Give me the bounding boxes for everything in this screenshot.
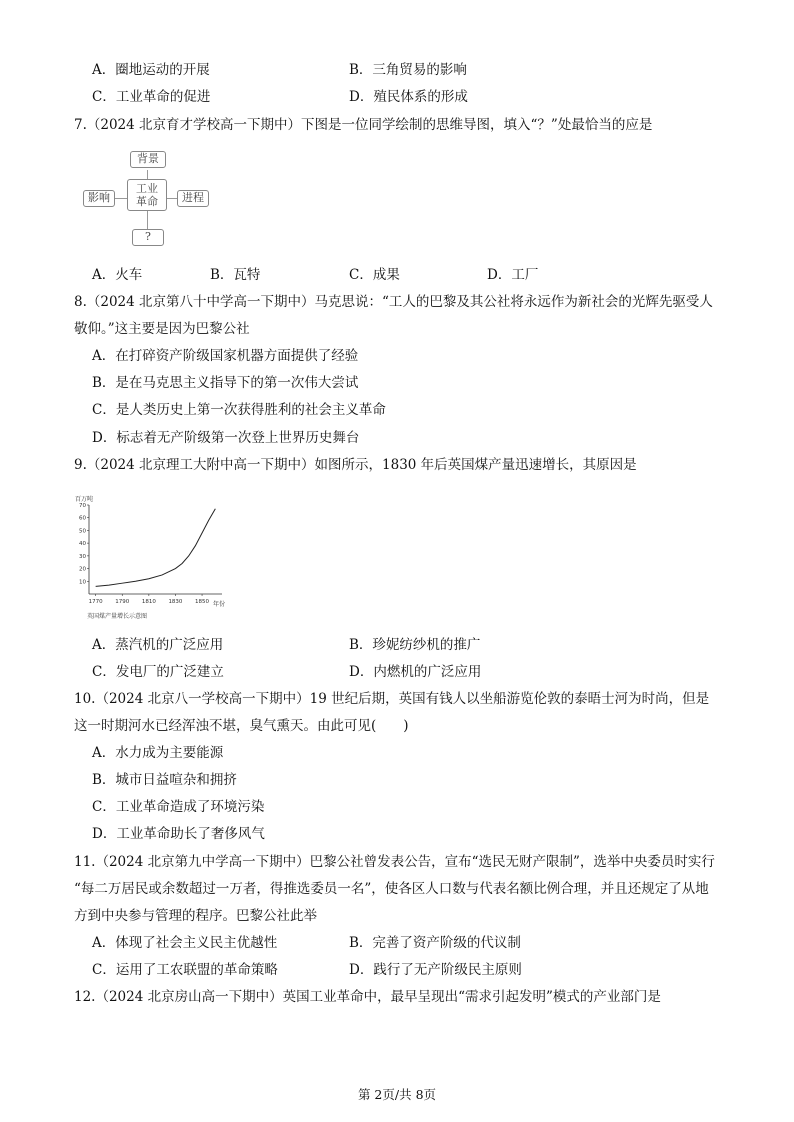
q10-option-a: A．水力成为主要能源 [92, 745, 224, 761]
chart-y-tick-label: 10 [79, 579, 86, 586]
chart-ylabel: 百万吨 [75, 496, 94, 503]
q11-stem-line3: 方到中央参与管理的程序。巴黎公社此举 [74, 908, 317, 924]
chart-y-tick-label: 30 [79, 553, 86, 560]
q9-option-a: A．蒸汽机的广泛应用 [92, 637, 224, 653]
q6-option-a: A．圈地运动的开展 [92, 62, 210, 78]
chart-y-tick-label: 50 [79, 528, 86, 535]
q11-option-d: D．践行了无产阶级民主原则 [349, 962, 522, 978]
q8-stem-line1: 8.（2024 北京第八十中学高一下期中）马克思说：“工人的巴黎及其公社将永远作为新社会的光辉先驱受人 [74, 294, 713, 310]
q8-option-c: C．是人类历史上第一次获得胜利的社会主义革命 [92, 402, 386, 418]
q9-option-b: B．珍妮纺纱机的推广 [349, 637, 481, 653]
q9-option-c: C．发电厂的广泛建立 [92, 664, 224, 680]
chart-x-tick-label: 1830 [168, 599, 183, 605]
q10-stem-line1: 10.（2024 北京八一学校高一下期中）19 世纪后期，英国有钱人以坐船游览伦敦的泰晤士河为时尚，但是 [74, 691, 710, 707]
q7-option-c: C．成果 [349, 267, 400, 283]
page-footer: 第 2页/共 8页 [357, 1087, 437, 1102]
chart-x-tick-label: 1810 [141, 599, 156, 605]
q11-stem-line2: “每二万居民或余数超过一万者，得推选委员一名”，使各区人口数与代表名额比例合理，并且还规定了从地 [74, 881, 709, 897]
diagram-node-impact: 影响 [83, 190, 115, 207]
diagram-node-center [127, 179, 167, 211]
q8-option-a: A．在打碎资产阶级国家机器方面提供了经验 [92, 348, 359, 364]
chart-y-tick-label: 20 [79, 566, 86, 573]
q7-option-d: D．工厂 [487, 267, 539, 283]
q12-stem: 12.（2024 北京房山高一下期中）英国工业革命中，最早呈现出“需求引起发明”模式的产业部门是 [74, 989, 661, 1005]
chart-y-tick-label: 60 [79, 515, 86, 522]
chart-x-tick-label: 1850 [195, 599, 210, 605]
q7-option-b: B．瓦特 [210, 267, 261, 283]
q11-option-c: C．运用了工农联盟的革命策略 [92, 962, 278, 978]
q8-option-b: B．是在马克思主义指导下的第一次伟大尝试 [92, 375, 359, 391]
diagram-node-process: 进程 [177, 190, 209, 207]
diagram-center-line1: 工业 [136, 182, 158, 195]
q11-stem-line1: 11.（2024 北京第九中学高一下期中）巴黎公社曾发表公告，宣布“选民无财产限制”，选举中央委员时实行 [74, 854, 715, 870]
chart-series-line [96, 509, 216, 587]
q6-option-d: D．殖民体系的形成 [349, 89, 468, 105]
coal-output-chart [72, 492, 232, 622]
chart-xlabel: 年份 [213, 601, 226, 608]
q8-stem-line2: 敬仰。”这主要是因为巴黎公社 [74, 321, 250, 337]
chart-x-tick-label: 1790 [115, 599, 130, 605]
q7-stem: 7.（2024 北京育才学校高一下期中）下图是一位同学绘制的思维导图，填入“？”处最恰当的应是 [74, 117, 653, 133]
q10-option-b: B．城市日益喧杂和拥挤 [92, 772, 237, 788]
q10-option-c: C．工业革命造成了环境污染 [92, 799, 265, 815]
chart-caption: 英国煤产量增长示意图 [87, 613, 148, 620]
q9-stem: 9.（2024 北京理工大附中高一下期中）如图所示，1830 年后英国煤产量迅速增长，其原因是 [74, 457, 637, 473]
chart-y-tick-label: 70 [79, 503, 86, 509]
q7-option-a: A．火车 [92, 267, 143, 283]
q6-option-c: C．工业革命的促进 [92, 89, 211, 105]
diagram-node-question: ? [132, 229, 164, 246]
diagram-center-line2: 革命 [136, 195, 158, 208]
q9-option-d: D．内燃机的广泛应用 [349, 664, 482, 680]
q11-option-b: B．完善了资产阶级的代议制 [349, 935, 521, 951]
q10-stem-line2: 这一时期河水已经浑浊不堪，臭气熏天。由此可见( ) [74, 718, 409, 734]
diagram-node-background: 背景 [130, 151, 166, 168]
chart-x-tick-label: 1770 [88, 599, 103, 605]
q8-option-d: D．标志着无产阶级第一次登上世界历史舞台 [92, 430, 360, 446]
chart-y-tick-label: 40 [79, 541, 86, 548]
q10-option-d: D．工业革命助长了奢侈风气 [92, 826, 265, 842]
q11-option-a: A．体现了社会主义民主优越性 [92, 935, 278, 951]
q6-option-b: B．三角贸易的影响 [349, 62, 467, 78]
